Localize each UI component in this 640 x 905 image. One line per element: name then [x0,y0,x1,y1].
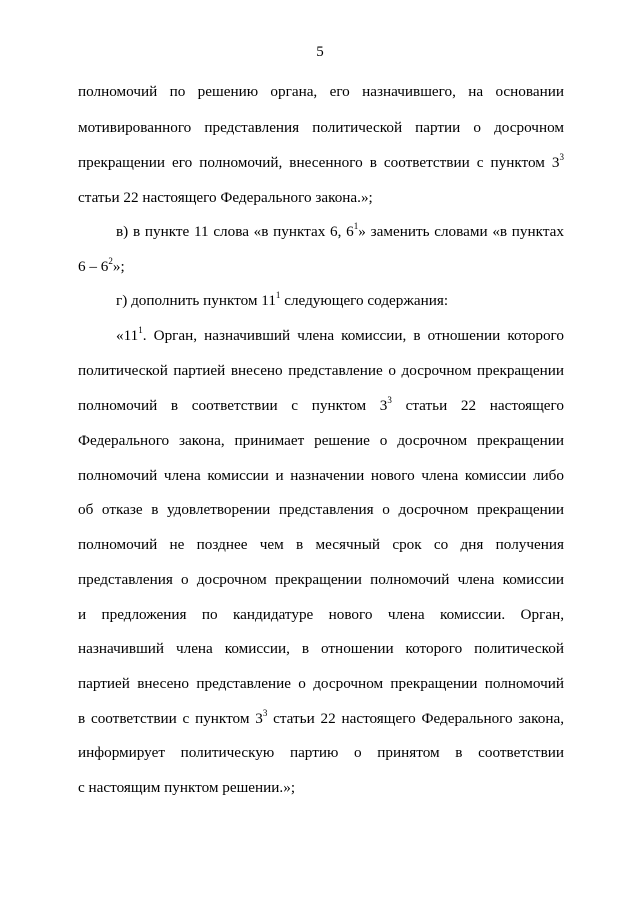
text-line [78,535,564,555]
text-line [116,326,564,346]
text-segment: . Орган, назначивший члена комиссии, в отношении которого [142,327,564,344]
text-line [116,222,564,242]
text-line [78,396,564,416]
text-line [116,291,564,311]
text-segment: 6 – 6 [78,258,109,275]
text-segment: в) в пункте 11 слова «в пунктах 6, 6 [116,223,354,240]
superscript: 3 [387,395,392,405]
text-line [78,674,564,694]
text-segment: мотивированного представления политической партии о досрочном [78,119,564,136]
text-line [78,466,564,486]
text-line [78,153,564,173]
superscript: 1 [353,221,359,231]
text-segment: политической партией внесено представление о досрочном прекращении [78,362,564,379]
text-segment: с настоящим пунктом решении.»; [78,779,296,796]
text-line [78,361,564,381]
text-line [78,743,564,763]
text-segment: прекращении его полномочий, внесенного в соответствии с пунктом 3 [78,154,560,171]
text-line [78,188,564,208]
text-segment: партией внесено представление о досрочном прекращении полномочий [78,675,564,692]
text-segment: и предложения по кандидатуре нового члена комиссии. Орган, [78,606,564,623]
text-segment: полномочий в соответствии с пунктом 3 [78,397,388,414]
text-segment: назначивший члена комиссии, в отношении которого политической [78,640,564,657]
text-segment: г) дополнить пунктом 11 [116,292,276,309]
page-number: 5 [316,44,324,60]
text-line [78,431,564,451]
text-segment: об отказе в удовлетворении представления о досрочном прекращении [78,501,564,518]
text-segment: информирует политическую партию о принятом в соответствии [78,744,564,761]
superscript: 3 [262,708,268,718]
text-segment: полномочий по решению органа, его назначившего, на основании [78,83,564,100]
text-segment: представления о досрочном прекращении полномочий члена комиссии [78,571,564,588]
text-line [78,709,564,729]
superscript: 1 [275,290,281,300]
text-segment: в соответствии с пунктом 3 [78,710,263,727]
text-segment: следующего содержания: [280,292,449,309]
text-segment: статьи 22 настоящего Федерального закона.»; [78,189,373,206]
text-line [78,570,564,590]
superscript: 2 [108,256,113,266]
text-segment: статьи 22 настоящего [391,397,564,414]
text-line [78,500,564,520]
text-line [78,778,564,798]
text-line [78,118,564,138]
text-segment: «11 [116,327,139,344]
text-segment: полномочий члена комиссии и назначении нового члена комиссии либо [78,467,564,484]
text-segment: полномочий не позднее чем в месячный срок со дня получения [78,536,564,553]
text-segment: Федерального закона, принимает решение о досрочном прекращении [78,432,564,449]
text-line [78,257,564,277]
text-segment: »; [112,258,125,275]
superscript: 3 [559,152,564,162]
text-line [78,639,564,659]
superscript: 1 [138,325,143,335]
text-segment: » заменить словами «в пунктах [358,223,564,240]
text-line [78,605,564,625]
text-line [78,82,564,102]
text-segment: статьи 22 настоящего Федерального закона, [267,710,564,727]
